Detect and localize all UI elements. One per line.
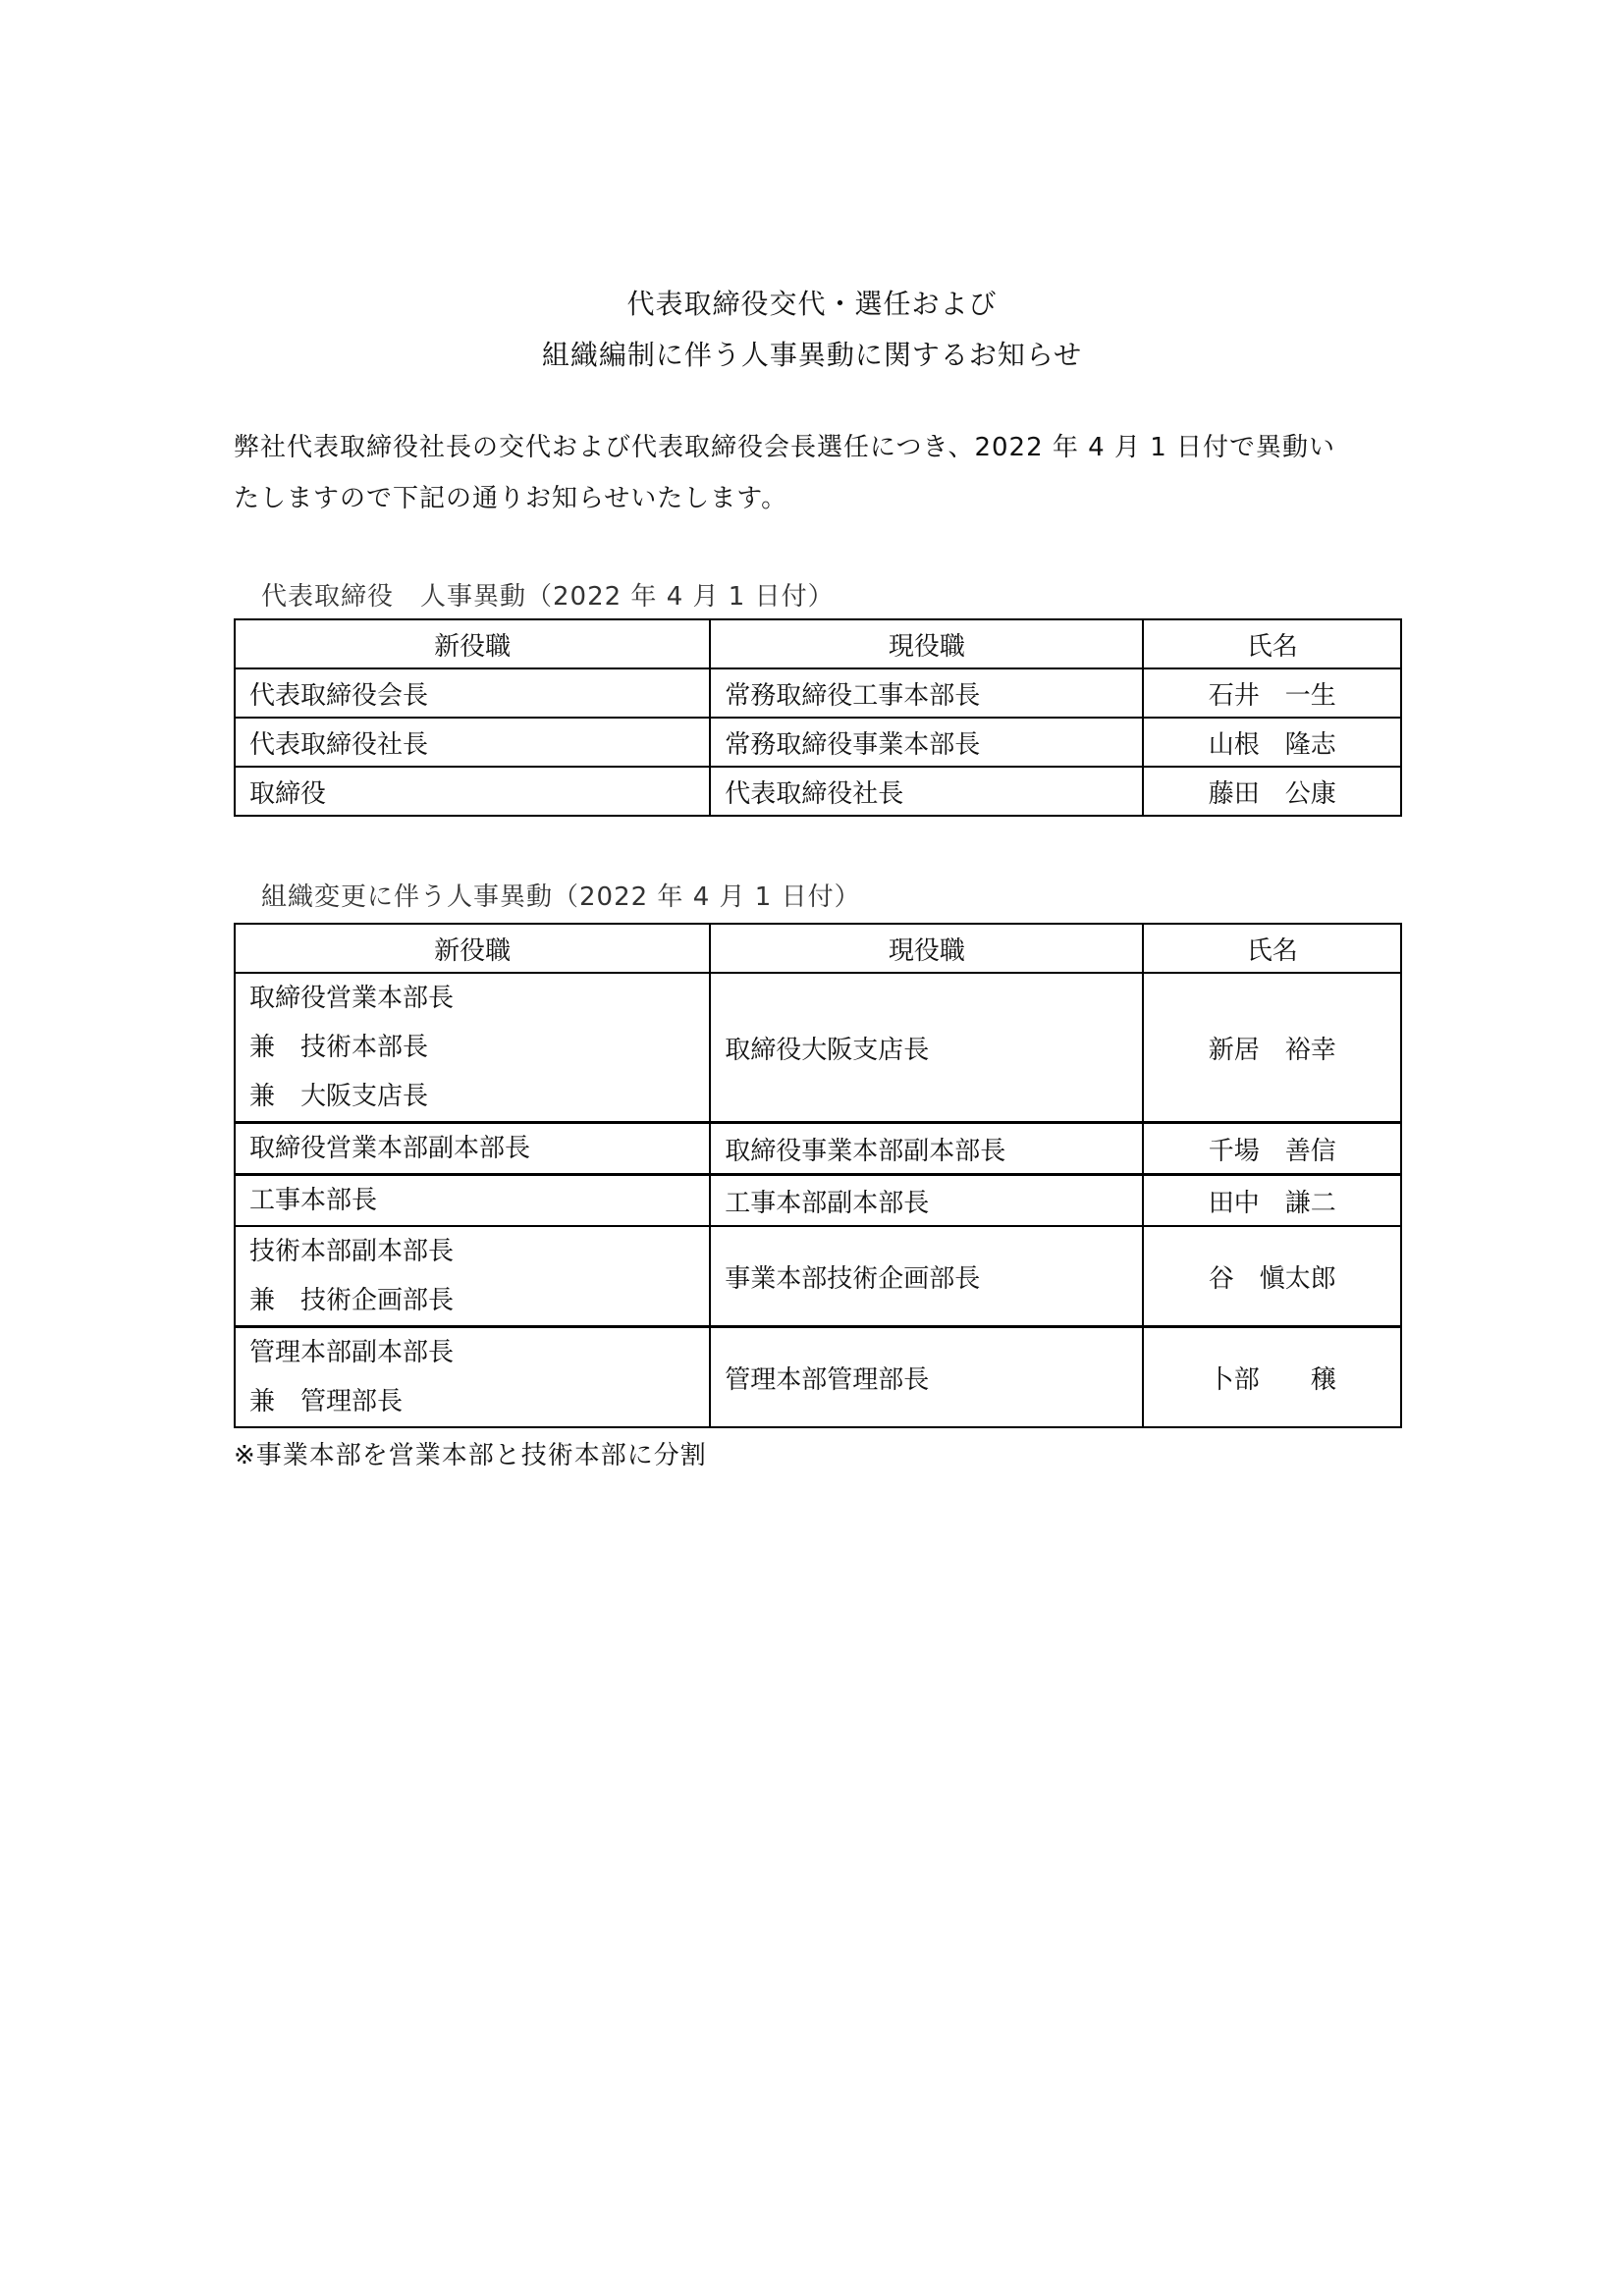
header-name: 氏名 [1143, 924, 1401, 973]
table2-caption: 組織変更に伴う人事異動（2022 年 4 月 1 日付） [261, 882, 861, 912]
current-position-cell: 管理本部管理部長 [710, 1327, 1143, 1428]
table-row [235, 1327, 1401, 1428]
intro-paragraph [234, 422, 1402, 524]
current-position-cell: 取締役事業本部副本部長 [710, 1123, 1143, 1175]
new-position-cell: 取締役 [235, 767, 710, 816]
person-name-cell: 新居 裕幸 [1143, 973, 1401, 1123]
person-name-cell: 山根 隆志 [1143, 718, 1401, 767]
header-new-position: 新役職 [235, 619, 710, 668]
new-position-line: 取締役営業本部長 [249, 984, 455, 1013]
intro-line-1: 弊社代表取締役社長の交代および代表取締役会長選任につき、2022 年 4 月 1 日付で異動い [234, 433, 1336, 462]
person-name-cell: 田中 謙二 [1143, 1175, 1401, 1227]
new-position-cell: 代表取締役社長 [235, 718, 710, 767]
new-position-line: 取締役営業本部副本部長 [249, 1134, 531, 1163]
header-current-position: 現役職 [710, 924, 1143, 973]
new-position-cell [235, 1123, 710, 1175]
new-position-line: 管理本部副本部長 [249, 1338, 455, 1367]
header-name: 氏名 [1143, 619, 1401, 668]
table-row [235, 767, 1401, 816]
representative-director-table [234, 618, 1402, 817]
document-title-line2: 組織編制に伴う人事異動に関するお知らせ [541, 339, 1083, 371]
new-position-cell [235, 1327, 710, 1428]
table-row [235, 1123, 1401, 1175]
header-new-position: 新役職 [235, 924, 710, 973]
current-position-cell: 工事本部副本部長 [710, 1175, 1143, 1227]
table1-caption: 代表取締役 人事異動（2022 年 4 月 1 日付） [261, 582, 835, 612]
footnote: ※事業本部を営業本部と技術本部に分割 [234, 1441, 707, 1470]
current-position-cell: 常務取締役工事本部長 [710, 668, 1143, 718]
new-position-line: 兼 大阪支店長 [249, 1082, 429, 1111]
header-current-position: 現役職 [710, 619, 1143, 668]
table-row [235, 1226, 1401, 1327]
table-row [235, 668, 1401, 718]
table-header-row [235, 619, 1401, 668]
new-position-cell [235, 973, 710, 1123]
organization-change-table [234, 923, 1402, 1428]
new-position-line: 兼 技術企画部長 [249, 1286, 455, 1315]
intro-line-2: たしますので下記の通りお知らせいたします。 [234, 484, 788, 513]
person-name-cell: 千場 善信 [1143, 1123, 1401, 1175]
current-position-cell: 代表取締役社長 [710, 767, 1143, 816]
table-row [235, 973, 1401, 1123]
table-header-row [235, 924, 1401, 973]
new-position-cell: 代表取締役会長 [235, 668, 710, 718]
person-name-cell: 石井 一生 [1143, 668, 1401, 718]
new-position-line: 兼 管理部長 [249, 1387, 404, 1416]
current-position-cell: 常務取締役事業本部長 [710, 718, 1143, 767]
person-name-cell: 卜部 穣 [1143, 1327, 1401, 1428]
new-position-cell [235, 1175, 710, 1227]
new-position-line: 技術本部副本部長 [249, 1237, 455, 1266]
table-row [235, 1175, 1401, 1227]
new-position-line: 兼 技術本部長 [249, 1033, 429, 1062]
current-position-cell: 事業本部技術企画部長 [710, 1226, 1143, 1327]
document-title-line1: 代表取締役交代・選任および [626, 288, 998, 320]
new-position-cell [235, 1226, 710, 1327]
person-name-cell: 谷 愼太郎 [1143, 1226, 1401, 1327]
table-row [235, 718, 1401, 767]
new-position-line: 工事本部長 [249, 1186, 378, 1215]
current-position-cell: 取締役大阪支店長 [710, 973, 1143, 1123]
person-name-cell: 藤田 公康 [1143, 767, 1401, 816]
